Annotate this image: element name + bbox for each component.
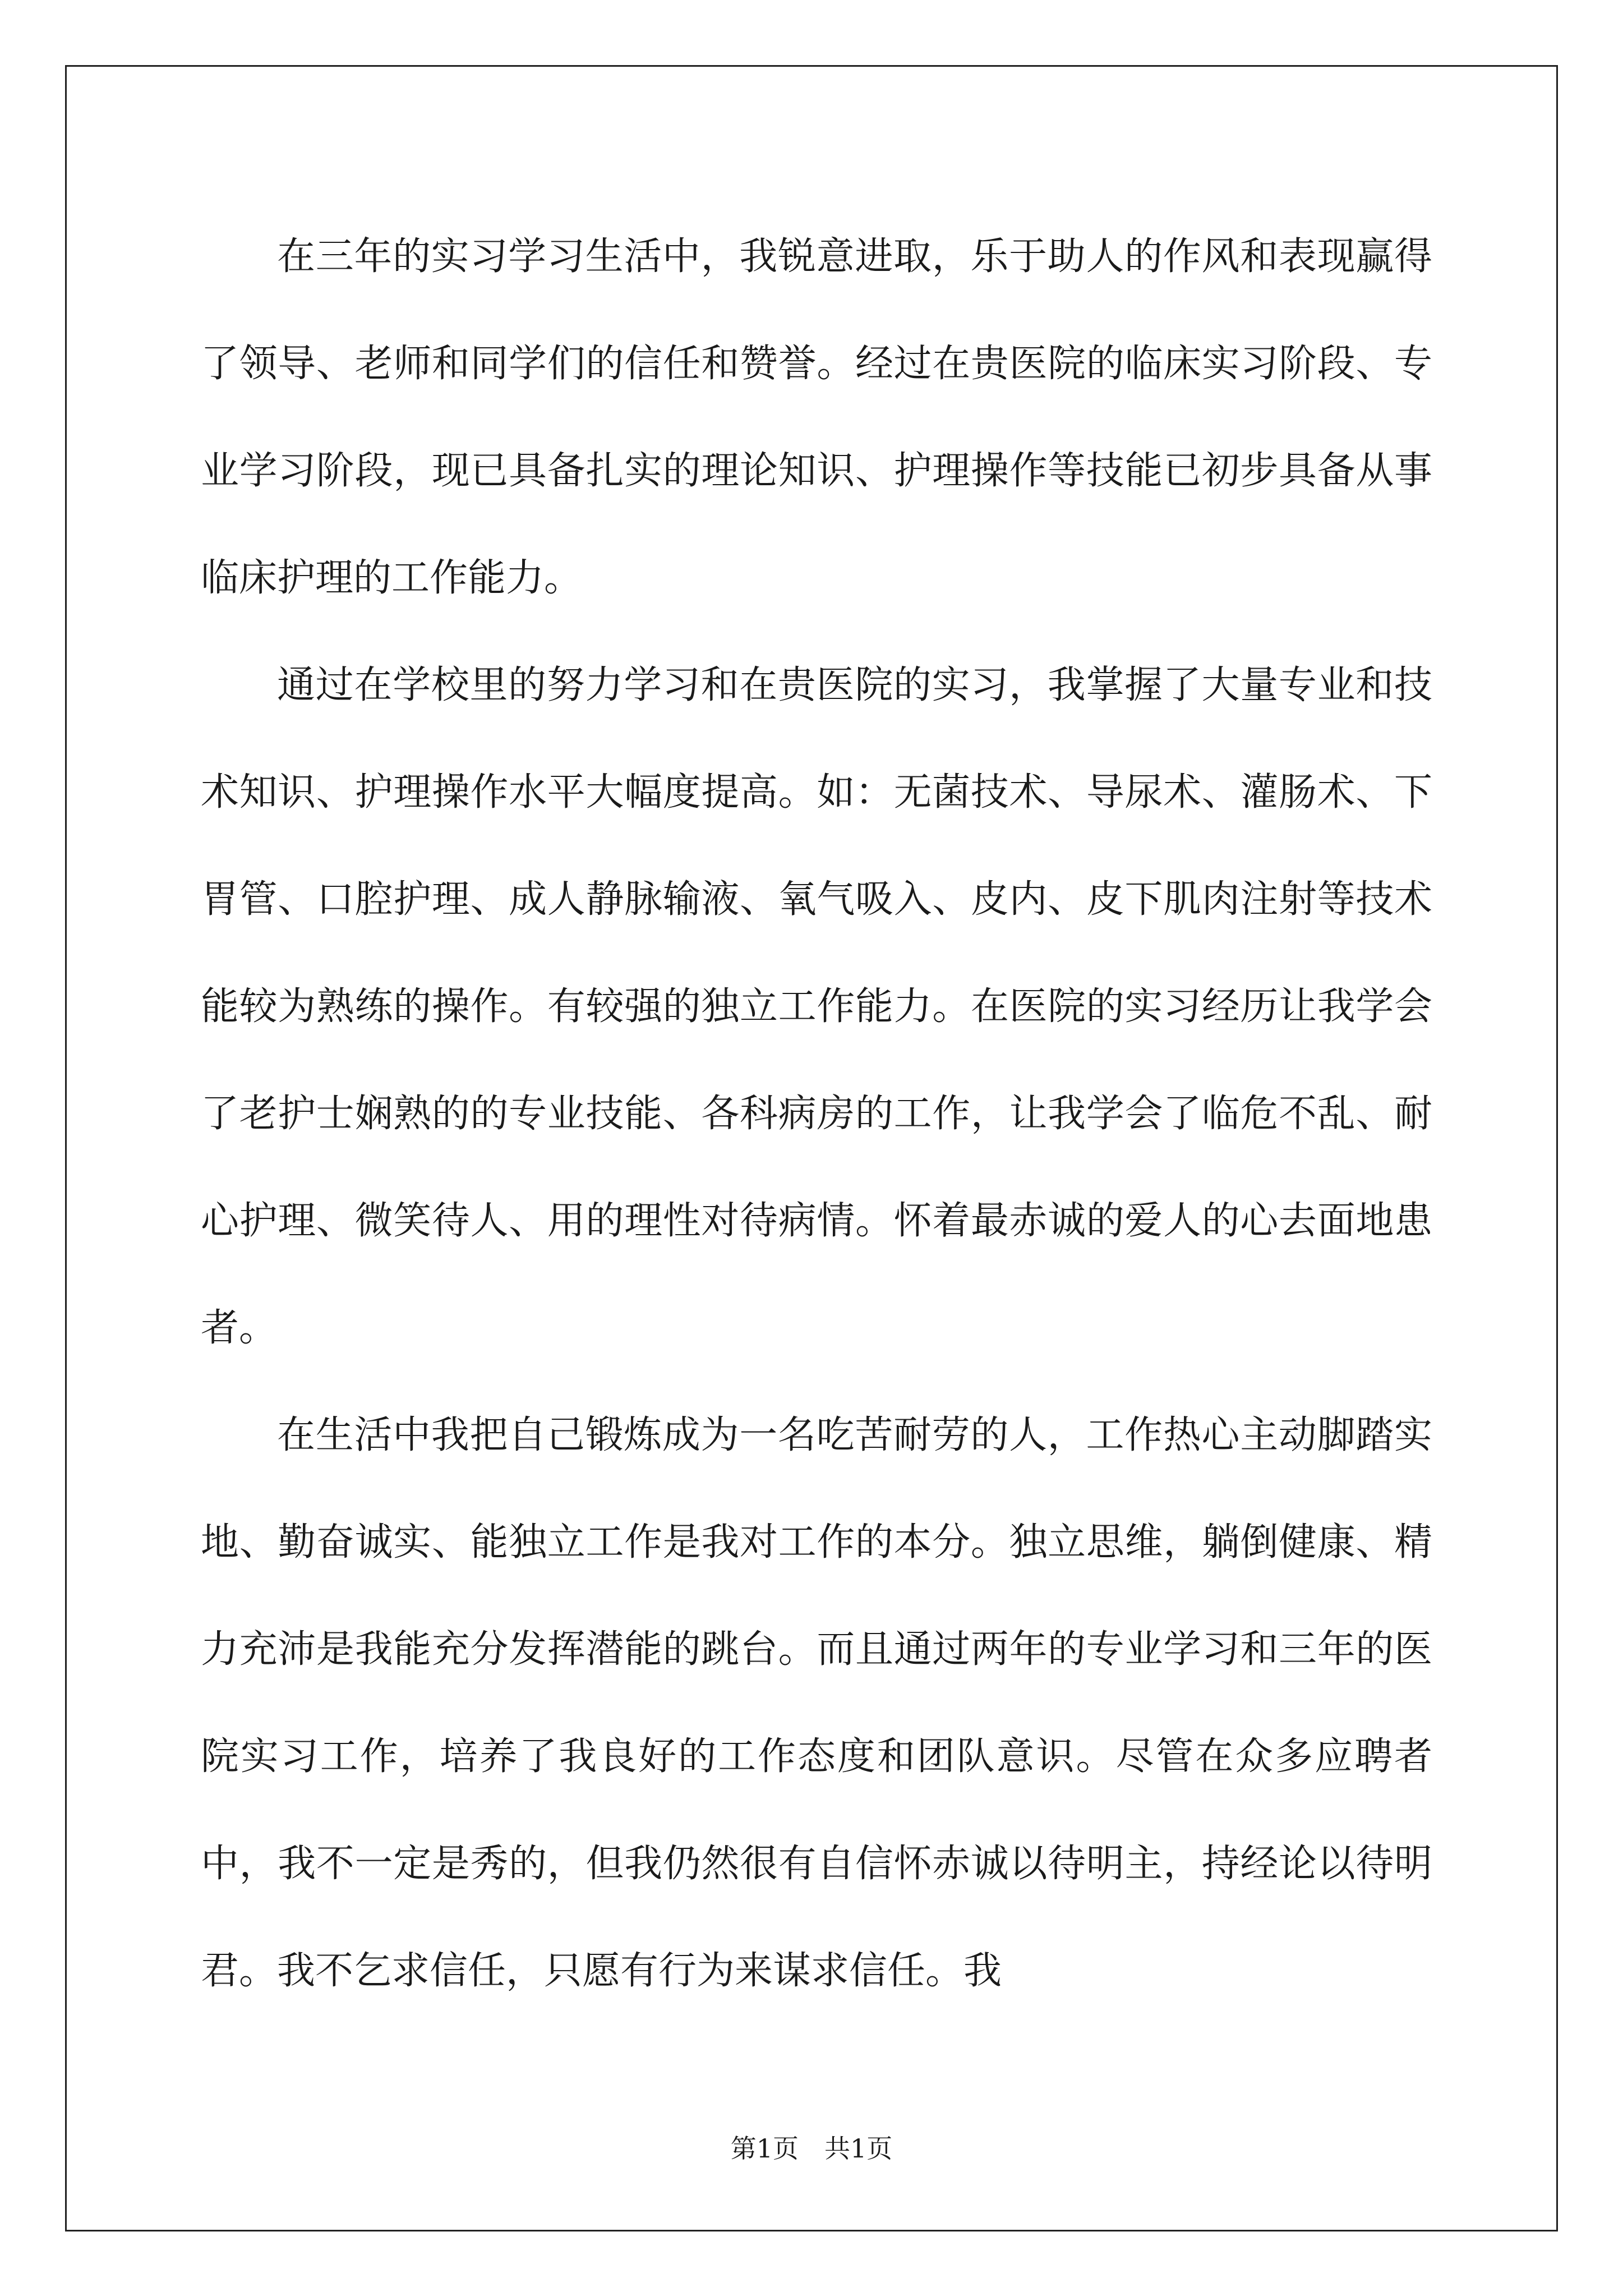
- page-footer: 第1页 共1页: [730, 2133, 893, 2164]
- paragraph-1: 在三年的实习学习生活中，我锐意进取，乐于助人的作风和表现赢得了领导、老师和同学们的信任和赞誉。经过在贵医院的临床实习阶段、专业学习阶段，现已具备扎实的理论知识、护理操作等技能已初步具备从事临床护理的工作能力。: [201, 234, 1432, 600]
- paragraph-3: 在生活中我把自己锻炼成为一名吃苦耐劳的人，工作热心主动脚踏实地、勤奋诚实、能独立工作是我对工作的本分。独立思维，躺倒健康、精力充沛是我能充分发挥潜能的跳台。而且通过两年的专业学习和三年的医院实习工作，培养了我良好的工作态度和团队意识。尽管在众多应聘者中，我不一定是秀的，但我仍然很有自信怀赤诚以待明主，持经论以待明君。我不乞求信任，只愿有行为来谋求信任。我: [201, 1413, 1432, 1993]
- document-body: [201, 203, 1432, 2024]
- paragraph-2: 通过在学校里的努力学习和在贵医院的实习，我掌握了大量专业和技术知识、护理操作水平大幅度提高。如：无菌技术、导尿术、灌肠术、下胃管、口腔护理、成人静脉输液、氧气吸入、皮内、皮下肌肉注射等技术能较为熟练的操作。有较强的独立工作能力。在医院的实习经历让我学会了老护士娴熟的的专业技能、各科病房的工作，让我学会了临危不乱、耐心护理、微笑待人、用的理性对待病情。怀着最赤诚的爱人的心去面地患者。: [201, 663, 1432, 1350]
